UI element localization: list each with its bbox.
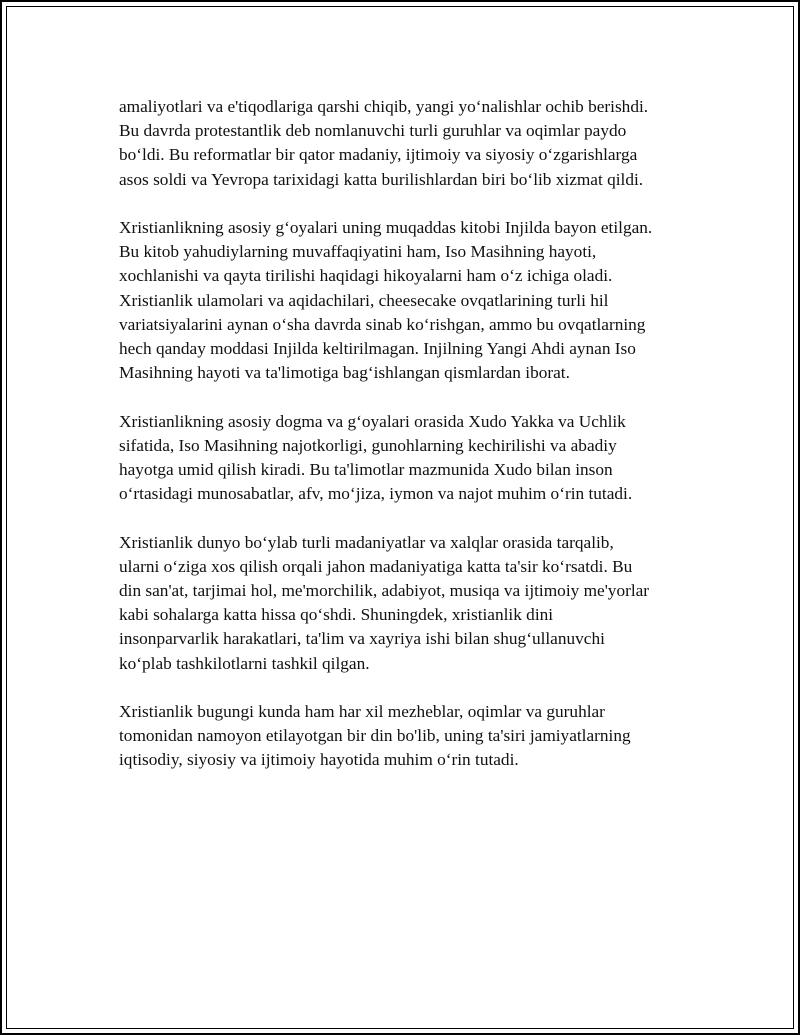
- text-line: din san'at, tarjimai hol, me'morchilik, adabiyot, musiqa va ijtimoiy me'yorlar: [119, 581, 650, 601]
- text-line: xochlanishi va qayta tirilishi haqidagi hikoyalarni ham o‘z ichiga oladi.: [119, 266, 613, 286]
- text-line: Xristianlik ulamolari va aqidachilari, cheesecake ovqatlarining turli hil: [119, 290, 609, 310]
- text-line: Xristianlik dunyo bo‘ylab turli madaniyatlar va xalqlar orasida tarqalib,: [119, 532, 614, 552]
- paragraph-5: [119, 700, 699, 773]
- text-line: hech qanday moddasi Injilda keltirilmagan. Injilning Yangi Ahdi aynan Iso: [119, 339, 636, 359]
- paragraph-4: [119, 531, 699, 676]
- text-line: hayotga umid qilish kiradi. Bu ta'limotlar mazmunida Xudo bilan inson: [119, 460, 613, 480]
- text-line: tomonidan namoyon etilayotgan bir din bo'lib, uning ta'siri jamiyatlarning: [119, 726, 631, 746]
- paragraph-2: [119, 216, 699, 385]
- text-line: amaliyotlari va e'tiqodlariga qarshi chiqib, yangi yo‘nalishlar ochib berishdi.: [119, 97, 649, 116]
- text-line: ko‘plab tashkilotlarni tashkil qilgan.: [119, 653, 370, 673]
- text-line: Xristianlik bugungi kunda ham har xil mezheblar, oqimlar va guruhlar: [119, 702, 605, 722]
- text-line: ularni o‘ziga xos qilish orqali jahon madaniyatiga katta ta'sir ko‘rsatdi. Bu: [119, 556, 633, 576]
- text-line: sifatida, Iso Masihning najotkorligi, gunohlarning kechirilishi va abadiy: [119, 435, 617, 455]
- text-line: asos soldi va Yevropa tarixidagi katta burilishlardan biri bo‘lib xizmat qildi.: [119, 169, 644, 189]
- paragraph-3: [119, 410, 699, 507]
- text-line: Masihning hayoti va ta'limotiga bag‘ishlangan qismlardan iborat.: [119, 363, 570, 383]
- text-line: Bu kitob yahudiylarning muvaffaqiyatini ham, Iso Masihning hayoti,: [119, 242, 597, 262]
- text-line: bo‘ldi. Bu reformatlar bir qator madaniy, ijtimoiy va siyosiy o‘zgarishlarga: [119, 145, 638, 165]
- text-line: insonparvarlik harakatlari, ta'lim va xayriya ishi bilan shug‘ullanuvchi: [119, 629, 605, 649]
- paragraph-1: [119, 95, 699, 192]
- text-line: o‘rtasidagi munosabatlar, afv, mo‘jiza, iymon va najot muhim o‘rin tutadi.: [119, 484, 633, 504]
- text-line: variatsiyalarini aynan o‘sha davrda sinab ko‘rishgan, ammo bu ovqatlarning: [119, 314, 646, 334]
- text-line: Xristianlikning asosiy dogma va g‘oyalari orasida Xudo Yakka va Uchlik: [119, 411, 626, 431]
- text-line: kabi sohalarga katta hissa qo‘shdi. Shuningdek, xristianlik dini: [119, 605, 554, 625]
- text-line: Bu davrda protestantlik deb nomlanuvchi turli guruhlar va oqimlar paydo: [119, 121, 627, 141]
- document-body: [119, 95, 699, 797]
- text-line: iqtisodiy, siyosiy va ijtimoiy hayotida muhim o‘rin tutadi.: [119, 750, 519, 770]
- text-line: Xristianlikning asosiy g‘oyalari uning muqaddas kitobi Injilda bayon etilgan.: [119, 218, 653, 237]
